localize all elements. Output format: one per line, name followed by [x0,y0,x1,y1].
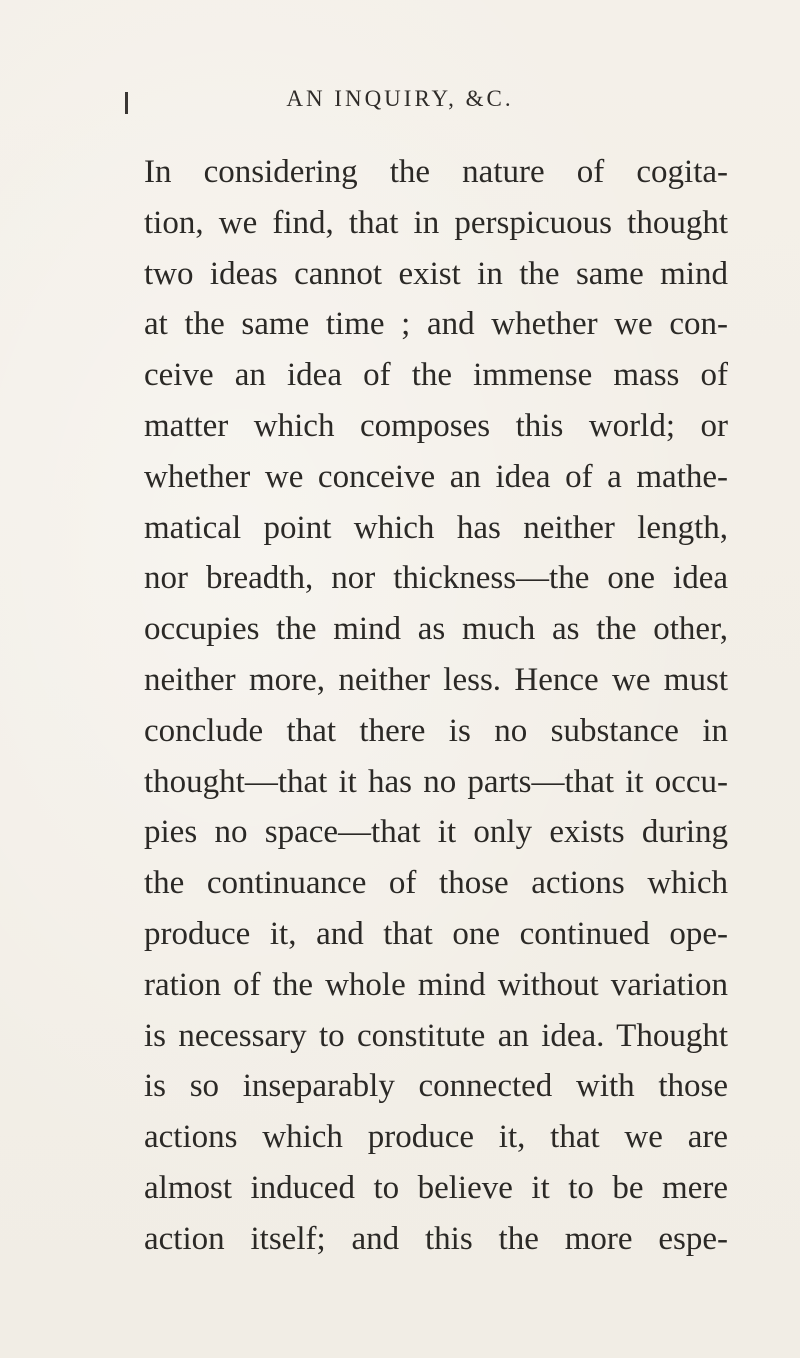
text-line: matter which composes this world; or [144,407,728,444]
running-head: AN INQUIRY, &C. [286,86,514,111]
text-line: is necessary to constitute an idea. Thought [144,1017,728,1054]
text-line: occupies the mind as much as the other, [144,611,728,648]
text-line: In considering the nature of cogita- [144,154,728,190]
text-line: at the same time ; and whether we con- [144,306,728,343]
text-line: the continuance of those actions which [144,865,728,902]
text-line: action itself; and this the more espe- [144,1220,728,1257]
text-line: pies no space—that it only exists during [144,814,728,851]
body-paragraph [144,147,728,1265]
text-line: thought—that it has no parts—that it occu- [144,763,728,800]
text-line: almost induced to believe it to be mere [144,1169,728,1206]
text-line: two ideas cannot exist in the same mind [144,255,728,292]
text-line: matical point which has neither length, [144,509,728,546]
text-line: tion, we find, that in perspicuous thought [144,204,728,241]
text-line: is so inseparably connected with those [144,1068,728,1105]
text-line: ceive an idea of the immense mass of [144,357,728,394]
text-line: whether we conceive an idea of a mathe- [144,458,728,495]
text-line: nor breadth, nor thickness—the one idea [144,560,728,597]
text-line: neither more, neither less. Hence we must [144,661,728,698]
text-line: actions which produce it, that we are [144,1119,728,1156]
text-line: ration of the whole mind without variation [144,966,728,1003]
text-line: conclude that there is no substance in [144,712,728,749]
text-line: produce it, and that one continued ope- [144,915,728,952]
